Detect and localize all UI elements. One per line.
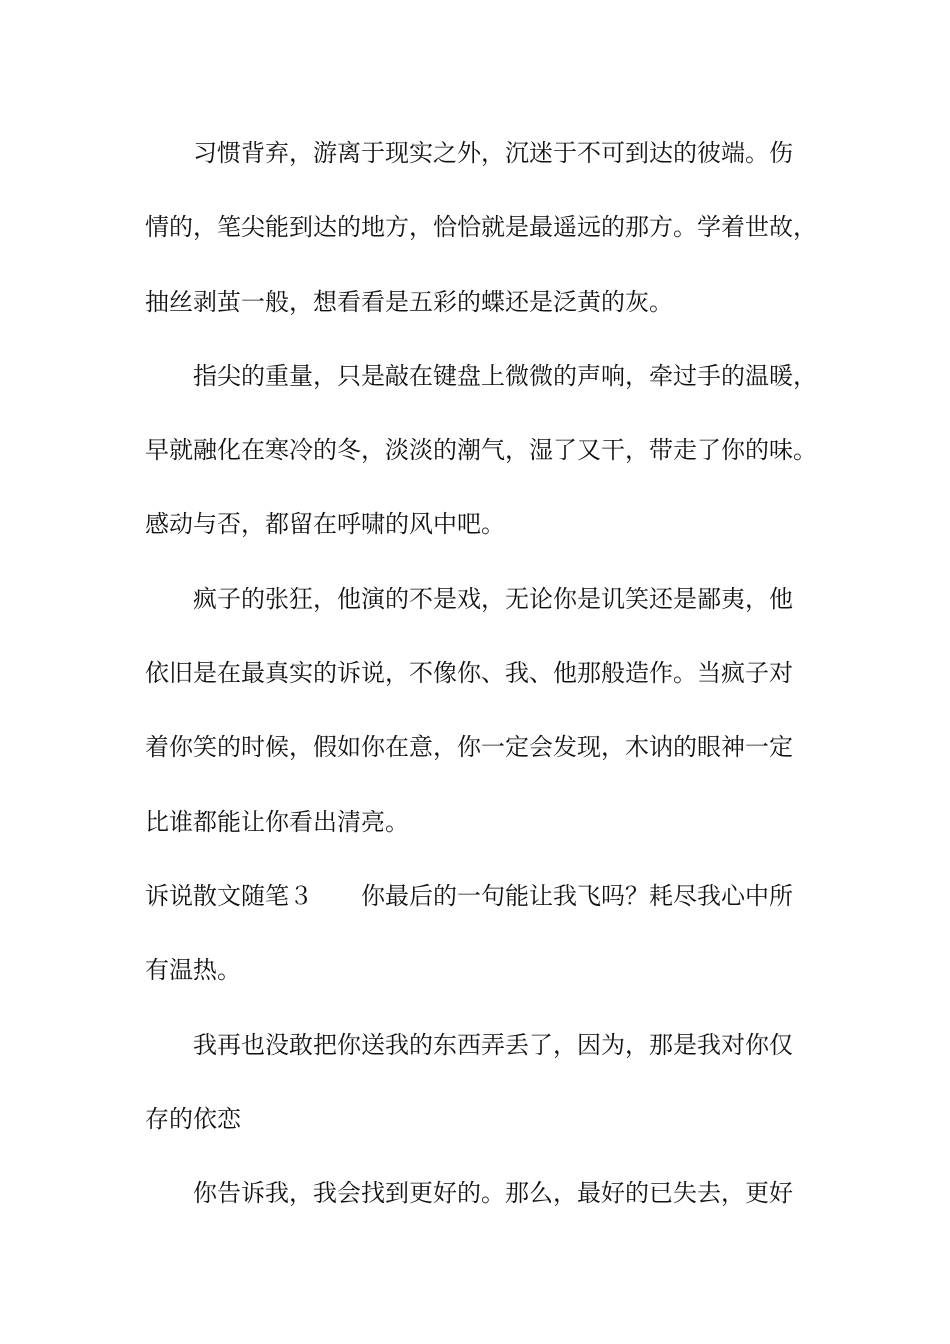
paragraph-1-line-3: 抽丝剥茧一般，想看看是五彩的蝶还是泛黄的灰。 — [145, 287, 673, 316]
paragraph-6-line-1: 你告诉我，我会找到更好的。那么，最好的已失去，更好 — [193, 1179, 793, 1208]
paragraph-3-line-4: 比谁都能让你看出清亮。 — [145, 807, 409, 836]
paragraph-1-line-1: 习惯背弃，游离于现实之外，沉迷于不可到达的彼端。伤 — [193, 139, 793, 167]
paragraph-5-line-2: 存的依恋 — [145, 1104, 241, 1133]
paragraph-3-line-3: 着你笑的时候，假如你在意，你一定会发现，木讷的眼神一定 — [145, 733, 793, 762]
section-heading: 诉说散文随笔３ — [145, 881, 313, 910]
paragraph-3-line-2: 依旧是在最真实的诉说，不像你、我、他那般造作。当疯子对 — [145, 659, 793, 688]
paragraph-4-line-1: 你最后的一句能让我飞吗？耗尽我心中所 — [361, 881, 793, 910]
section-heading-line — [145, 871, 845, 945]
paragraph-5-line-1: 我再也没敢把你送我的东西弄丢了，因为，那是我对你仅 — [193, 1030, 793, 1059]
paragraph-2-line-3: 感动与否，都留在呼啸的风中吧。 — [145, 510, 505, 539]
paragraph-3-line-1: 疯子的张狂，他演的不是戏，无论你是讥笑还是鄙夷，他 — [193, 584, 793, 613]
paragraph-1-line-2: 情的，笔尖能到达的地方，恰恰就是最遥远的那方。学着世故， — [145, 213, 817, 242]
paragraph-4-line-2: 有温热。 — [145, 956, 241, 985]
paragraph-2-line-2: 早就融化在寒冷的冬，淡淡的潮气，湿了又干，带走了你的味。 — [145, 436, 817, 465]
document-body — [145, 128, 845, 1242]
paragraph-2-line-1: 指尖的重量，只是敲在键盘上微微的声响，牵过手的温暖， — [193, 361, 817, 390]
